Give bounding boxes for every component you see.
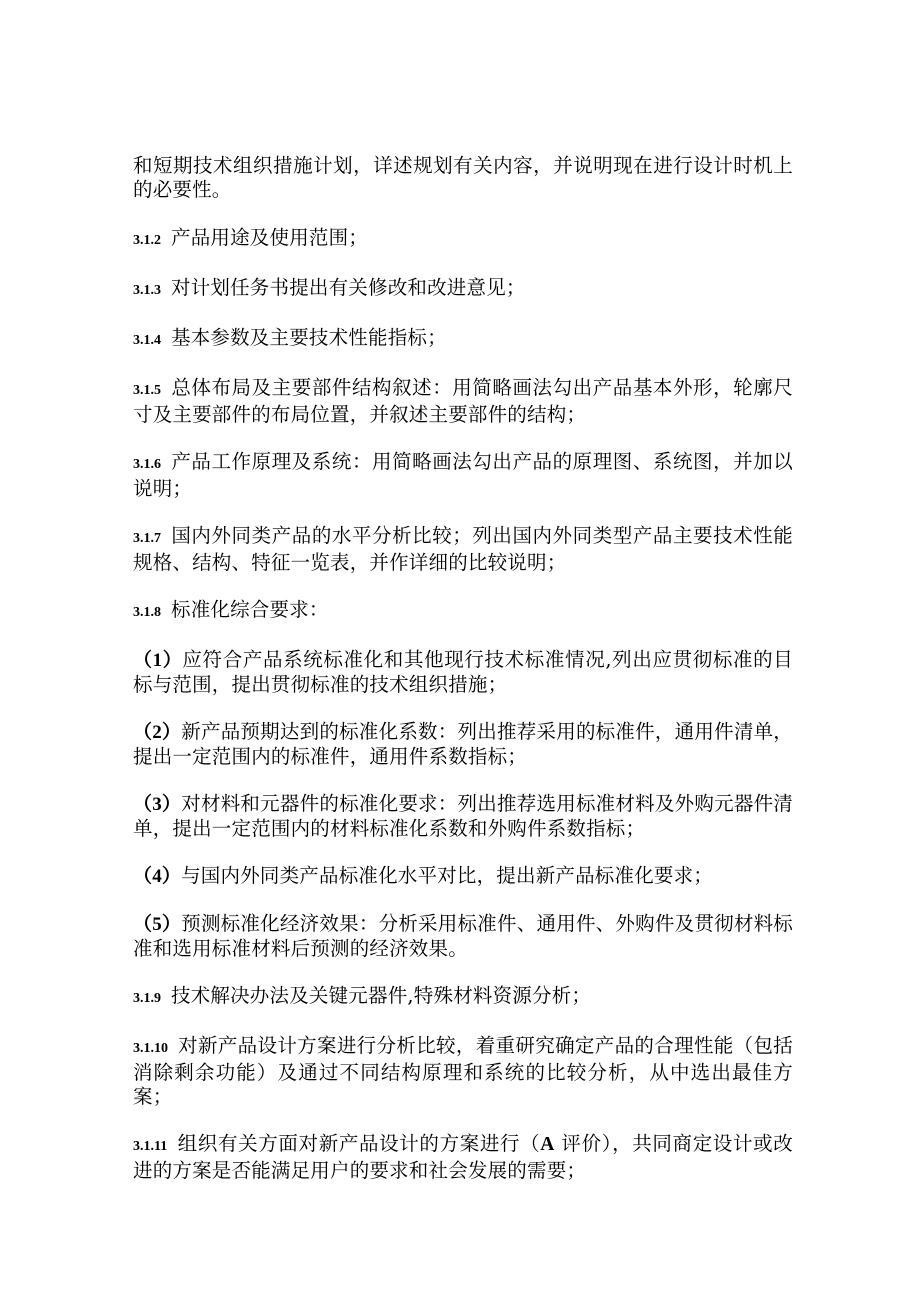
section-3-1-4 <box>133 326 793 353</box>
list-item-1 <box>133 648 793 697</box>
section-number: 3.1.11 <box>133 1139 168 1154</box>
section-number: 3.1.9 <box>133 991 161 1006</box>
list-item-number: （5） <box>133 914 182 935</box>
list-item-text: 对材料和元器件的标准化要求：列出推荐选用标准材料及外购元器件清单，提出一定范围内的材料标准化系数和外购件系数指标； <box>133 792 793 840</box>
section-3-1-11 <box>133 1132 793 1183</box>
list-item-text: 预测标准化经济效果：分析采用标准件、通用件、外购件及贯彻材料标准和选用标准材料后预测的经济效果。 <box>133 912 793 960</box>
section-text-after: 评价），共同商定设计或改进的方案是否能满足用户的要求和社会发展的需要； <box>133 1132 793 1182</box>
list-item-number: （2） <box>133 722 182 743</box>
section-text: 对新产品设计方案进行分析比较，着重研究确定产品的合理性能（包括消除剩余功能）及通过不同结构原理和系统的比较分析，从中选出最佳方案； <box>133 1034 793 1108</box>
list-item-text: 新产品预期达到的标准化系数：列出推荐采用的标准件，通用件清单，提出一定范围内的标准件，通用件系数指标； <box>133 720 793 768</box>
section-3-1-6 <box>133 450 793 501</box>
section-3-1-5 <box>133 376 793 427</box>
section-number: 3.1.10 <box>133 1041 168 1056</box>
section-number: 3.1.5 <box>133 383 161 398</box>
section-text: 标准化综合要求： <box>171 598 329 621</box>
section-3-1-8 <box>133 598 793 625</box>
list-item-5 <box>133 912 793 961</box>
list-item-3 <box>133 792 793 841</box>
section-3-1-7 <box>133 524 793 575</box>
list-item-number: （4） <box>133 866 182 887</box>
section-text-before: 组织有关方面对新产品设计的方案进行（ <box>177 1132 541 1155</box>
section-number: 3.1.6 <box>133 457 161 472</box>
section-number: 3.1.8 <box>133 605 161 620</box>
section-3-1-10 <box>133 1034 793 1109</box>
section-3-1-9 <box>133 984 793 1011</box>
list-item-text: 应符合产品系统标准化和其他现行技术标准情况,列出应贯彻标准的目标与范围，提出贯彻标准的技术组织措施； <box>133 648 793 696</box>
section-text: 基本参数及主要技术性能指标； <box>171 326 447 349</box>
intro-text: 和短期技术组织措施计划，详述规划有关内容，并说明现在进行设计时机上的必要性。 <box>133 154 793 201</box>
section-text: 对计划任务书提出有关修改和改进意见； <box>171 276 526 299</box>
intro-paragraph <box>133 154 793 202</box>
section-text-bold: A <box>540 1134 555 1155</box>
list-item-text: 与国内外同类产品标准化水平对比，提出新产品标准化要求； <box>181 864 714 887</box>
section-text: 产品工作原理及系统：用简略画法勾出产品的原理图、系统图，并加以说明； <box>133 450 793 500</box>
section-text: 总体布局及主要部件结构叙述：用简略画法勾出产品基本外形，轮廓尺寸及主要部件的布局位置，并叙述主要部件的结构； <box>133 376 793 426</box>
document-body <box>133 154 793 1206</box>
section-3-1-2 <box>133 226 793 253</box>
list-item-number: （3） <box>133 794 182 815</box>
section-text: 技术解决办法及关键元器件,特殊材料资源分析； <box>171 984 592 1007</box>
list-item-number: （1） <box>133 650 183 671</box>
section-number: 3.1.3 <box>133 283 161 298</box>
section-text: 产品用途及使用范围； <box>171 226 369 249</box>
section-number: 3.1.4 <box>133 333 161 348</box>
section-text: 国内外同类产品的水平分析比较；列出国内外同类型产品主要技术性能规格、结构、特征一览表，并作详细的比较说明； <box>133 524 793 574</box>
section-3-1-3 <box>133 276 793 303</box>
list-item-2 <box>133 720 793 769</box>
list-item-4 <box>133 864 793 889</box>
section-number: 3.1.2 <box>133 233 161 248</box>
section-number: 3.1.7 <box>133 531 161 546</box>
